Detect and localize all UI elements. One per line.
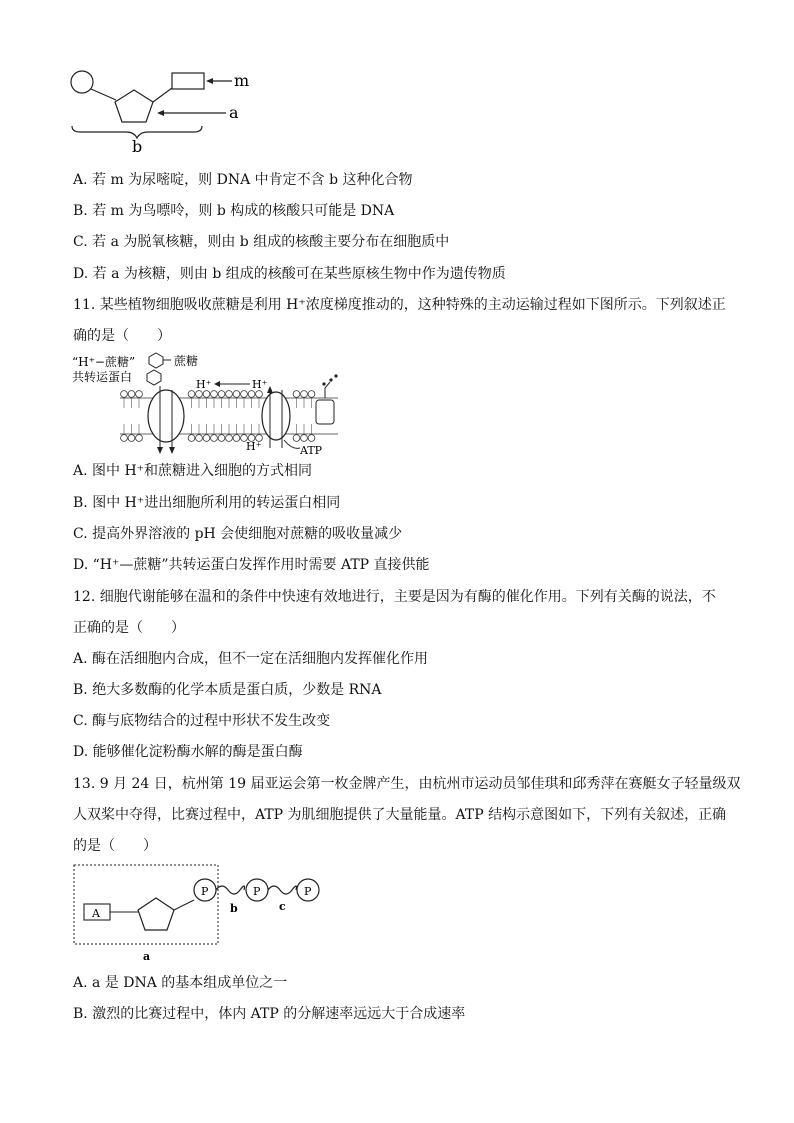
- lipid-head: [211, 435, 218, 442]
- lipid-head: [136, 391, 143, 398]
- atp-label: ATP: [300, 444, 323, 457]
- q11-option-b: B. 图中 H⁺进出细胞所利用的转运蛋白相同: [73, 495, 341, 511]
- cotransporter-protein: [148, 390, 184, 442]
- base-rectangle: [172, 73, 204, 89]
- lipid-head: [128, 435, 135, 442]
- cotransporter-label-1: “H⁺−蔗糖”: [72, 355, 136, 369]
- cotransporter-label-2: 共转运蛋白: [72, 370, 133, 384]
- h-ion-label-1: H⁺: [196, 378, 212, 391]
- lipid-head: [248, 391, 255, 398]
- label-b: b: [132, 137, 143, 156]
- q12-option-a: A. 酶在活细胞内合成，但不一定在活细胞内发挥催化作用: [73, 651, 429, 667]
- lipid-head: [308, 435, 315, 442]
- membrane-transport-diagram: [68, 350, 358, 460]
- phosphate-1-label: P: [201, 885, 209, 898]
- phosphate-3-label: P: [304, 885, 312, 898]
- lipid-head: [233, 391, 240, 398]
- label-a: a: [229, 103, 239, 122]
- atp-structure-diagram: [70, 860, 340, 964]
- q10-option-a: A. 若 m 为尿嘧啶，则 DNA 中肯定不含 b 这种化合物: [73, 172, 413, 188]
- lipid-head: [226, 391, 233, 398]
- ribose-pentagon: [138, 898, 174, 930]
- lipid-head: [188, 435, 195, 442]
- q13-option-b: B. 激烈的比赛过程中，体内 ATP 的分解速率远远大于合成速率: [73, 1006, 466, 1022]
- q11-option-d: D. “H⁺—蔗糖”共转运蛋白发挥作用时需要 ATP 直接供能: [73, 557, 430, 573]
- lipid-head: [121, 391, 128, 398]
- q11-stem-line1: 11. 某些植物细胞吸收蔗糖是利用 H⁺浓度梯度推动的，这种特殊的主动运输过程如下图所示。下列叙述正: [73, 297, 726, 313]
- q10-option-d: D. 若 a 为核糖，则由 b 组成的核酸可在某些原核生物中作为遗传物质: [73, 266, 506, 282]
- group-a-label: a: [143, 950, 151, 963]
- lipid-head: [256, 391, 263, 398]
- sucrose-hexagon-icon: [149, 353, 163, 368]
- q13-stem-line2: 人双桨中夺得，比赛过程中，ATP 为肌细胞提供了大量能量。ATP 结构示意图如下，下列有关叙述，正确: [73, 807, 727, 823]
- lipid-head: [196, 391, 203, 398]
- q13-stem-line3: 的是（ ）: [73, 838, 157, 854]
- q10-option-b: B. 若 m 为鸟嘌呤，则 b 构成的核酸只可能是 DNA: [73, 203, 395, 219]
- lipid-head: [301, 391, 308, 398]
- lipid-head: [226, 435, 233, 442]
- lipid-head: [293, 435, 300, 442]
- lipid-head: [293, 391, 300, 398]
- lipid-head: [233, 435, 240, 442]
- pentose-pentagon: [115, 90, 153, 122]
- lipid-head: [218, 435, 225, 442]
- h-ion-label-2: H⁺: [252, 378, 268, 391]
- lipid-head: [218, 391, 225, 398]
- h-ion-label-3: H⁺: [246, 440, 262, 453]
- bond-b-label: b: [230, 902, 238, 915]
- q12-stem-line2: 正确的是（ ）: [73, 620, 185, 636]
- carrier-box: [316, 400, 334, 424]
- lipid-head: [308, 391, 315, 398]
- lipid-head: [301, 435, 308, 442]
- lipid-head: [136, 435, 143, 442]
- sucrose-molecule-icon: [147, 370, 161, 385]
- q13-option-a: A. a 是 DNA 的基本组成单位之一: [73, 975, 288, 991]
- lipid-head: [211, 391, 218, 398]
- lipid-head: [203, 435, 210, 442]
- lipid-head: [241, 391, 248, 398]
- nucleotide-diagram: [60, 62, 260, 158]
- q11-stem-line2: 确的是（ ）: [73, 328, 171, 344]
- q12-option-d: D. 能够催化淀粉酶水解的酶是蛋白酶: [73, 744, 303, 760]
- lipid-head: [128, 391, 135, 398]
- q12-option-b: B. 绝大多数酶的化学本质是蛋白质，少数是 RNA: [73, 682, 382, 698]
- q11-option-a: A. 图中 H⁺和蔗糖进入细胞的方式相同: [73, 463, 313, 479]
- q10-option-c: C. 若 a 为脱氧核糖，则由 b 组成的核酸主要分布在细胞质中: [73, 234, 450, 250]
- q13-stem-line1: 13. 9 月 24 日，杭州第 19 届亚运会第一枚金牌产生，由杭州市运动员邹佳琪和邱秀萍在赛艇女子轻量级双: [73, 776, 741, 792]
- lipid-head: [203, 391, 210, 398]
- proton-pump-protein: [262, 392, 290, 440]
- q12-stem-line1: 12. 细胞代谢能够在温和的条件中快速有效地进行，主要是因为有酶的催化作用。下列有关酶的说法，不: [73, 589, 716, 605]
- lipid-head: [121, 435, 128, 442]
- label-m: m: [234, 71, 250, 90]
- phosphate-2-label: P: [253, 885, 261, 898]
- sucrose-label: 蔗糖: [174, 354, 199, 368]
- lipid-head: [196, 435, 203, 442]
- q12-option-c: C. 酶与底物结合的过程中形状不发生改变: [73, 713, 331, 729]
- adenine-label: A: [92, 907, 100, 920]
- lipid-head: [188, 391, 195, 398]
- bond-c-label: c: [279, 900, 286, 913]
- q11-option-c: C. 提高外界溶液的 pH 会使细胞对蔗糖的吸收量减少: [73, 526, 403, 542]
- phosphate-circle: [71, 71, 93, 93]
